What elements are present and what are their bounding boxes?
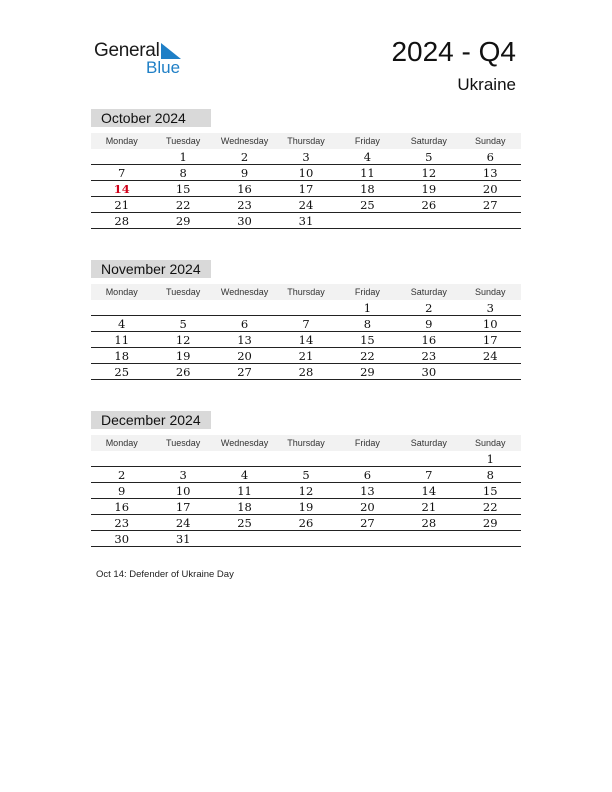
day-cell: 1 (486, 451, 494, 466)
week-row (91, 165, 521, 181)
weekday-label: Sunday (474, 136, 506, 146)
weekday-label: Monday (105, 287, 138, 297)
day-cell: 15 (360, 332, 375, 347)
day-cell: 16 (237, 181, 252, 196)
day-cell: 26 (421, 197, 437, 212)
week-row (91, 467, 521, 483)
weekday-header (91, 284, 521, 300)
weekday-header (91, 133, 521, 149)
week-row (91, 364, 521, 380)
day-cell: 30 (114, 531, 130, 546)
month-label: October 2024 (91, 109, 211, 127)
day-cell: 22 (175, 197, 191, 212)
day-cell: 23 (114, 515, 130, 530)
day-cell: 17 (482, 332, 498, 347)
weekday-label: Monday (105, 438, 138, 448)
day-cell: 13 (482, 165, 498, 180)
day-cell: 20 (482, 181, 498, 196)
day-cell: 29 (482, 515, 498, 530)
day-cell: 24 (298, 197, 314, 212)
day-cell: 11 (237, 483, 252, 498)
day-cell: 4 (363, 149, 372, 164)
day-cell: 24 (482, 348, 498, 363)
day-cell: 29 (360, 364, 375, 379)
week-row (91, 499, 521, 515)
day-cell: 17 (175, 499, 191, 514)
week-row (91, 197, 521, 213)
day-cell: 9 (425, 316, 433, 331)
day-cell: 6 (486, 149, 494, 164)
week-row (91, 316, 521, 332)
page-title: 2024 - Q4 (391, 36, 516, 67)
day-cell: 1 (179, 149, 187, 164)
day-cell: 28 (114, 213, 130, 228)
day-cell: 12 (298, 483, 314, 498)
day-cell: 3 (302, 149, 310, 164)
weekday-label: Wednesday (220, 438, 269, 448)
day-cell: 17 (298, 181, 314, 196)
day-cell: 3 (486, 300, 494, 315)
day-cell: 19 (421, 181, 437, 196)
day-cell: 2 (118, 467, 126, 482)
month-label: December 2024 (91, 411, 211, 429)
weekday-label: Saturday (410, 136, 447, 146)
weekday-label: Thursday (287, 287, 325, 297)
day-cell: 28 (421, 515, 437, 530)
day-cell: 14 (421, 483, 437, 498)
day-cell: 30 (237, 213, 252, 228)
day-cell: 12 (421, 165, 437, 180)
weekday-header (91, 435, 521, 451)
day-cell: 16 (114, 499, 130, 514)
day-cell: 11 (114, 332, 130, 347)
weekday-label: Wednesday (220, 287, 269, 297)
month-december (91, 410, 521, 547)
weekday-label: Tuesday (166, 136, 201, 146)
weekday-label: Saturday (410, 287, 447, 297)
day-cell: 7 (302, 316, 310, 331)
day-cell: 7 (425, 467, 433, 482)
day-cell: 13 (360, 483, 375, 498)
day-cell: 21 (114, 197, 130, 212)
day-cell: 5 (179, 316, 187, 331)
weekday-label: Tuesday (166, 438, 201, 448)
day-cell: 9 (118, 483, 126, 498)
week-row (91, 300, 521, 316)
day-cell: 12 (175, 332, 191, 347)
week-row (91, 149, 521, 165)
week-row (91, 181, 521, 197)
week-row (91, 515, 521, 531)
week-row (91, 332, 521, 348)
week-row (91, 531, 521, 547)
month-label: November 2024 (91, 260, 211, 278)
day-cell: 2 (240, 149, 249, 164)
day-cell: 18 (114, 348, 130, 363)
weekday-label: Saturday (410, 438, 447, 448)
day-cell: 10 (298, 165, 314, 180)
weekday-label: Friday (354, 438, 380, 448)
day-cell: 16 (421, 332, 437, 347)
day-cell: 19 (175, 348, 191, 363)
weekday-label: Tuesday (166, 287, 201, 297)
weekday-label: Friday (354, 136, 380, 146)
day-cell: 14 (298, 332, 314, 347)
weekday-label: Thursday (287, 438, 325, 448)
day-cell: 24 (175, 515, 191, 530)
week-row (91, 483, 521, 499)
day-cell: 6 (363, 467, 372, 482)
week-row (91, 213, 521, 229)
day-cell: 8 (486, 467, 494, 482)
day-cell: 27 (237, 364, 252, 379)
day-cell: 21 (298, 348, 314, 363)
day-cell: 3 (179, 467, 187, 482)
holiday-note: Oct 14: Defender of Ukraine Day (96, 569, 234, 580)
weekday-label: Sunday (474, 287, 506, 297)
day-cell: 23 (237, 197, 252, 212)
day-cell: 4 (118, 316, 126, 331)
day-cell: 27 (360, 515, 375, 530)
generalblue-logo (94, 40, 194, 80)
day-cell: 6 (240, 316, 249, 331)
day-cell: 25 (114, 364, 130, 379)
day-cell: 20 (237, 348, 252, 363)
day-cell: 25 (237, 515, 252, 530)
week-row (91, 348, 521, 364)
month-november (91, 259, 521, 380)
day-cell: 18 (360, 181, 375, 196)
day-cell: 21 (421, 499, 437, 514)
day-cell: 15 (175, 181, 191, 196)
day-cell: 14 (113, 181, 130, 196)
weekday-label: Friday (354, 287, 380, 297)
month-weeks (91, 300, 521, 380)
day-cell: 9 (240, 165, 249, 180)
day-cell: 20 (360, 499, 375, 514)
month-weeks (91, 451, 521, 547)
month-october (91, 108, 521, 229)
day-cell: 5 (302, 467, 310, 482)
day-cell: 30 (421, 364, 437, 379)
day-cell: 1 (363, 300, 372, 315)
weekday-label: Sunday (474, 438, 506, 448)
day-cell: 10 (482, 316, 498, 331)
weekday-label: Thursday (287, 136, 325, 146)
day-cell: 15 (482, 483, 498, 498)
day-cell: 8 (179, 165, 187, 180)
day-cell: 25 (360, 197, 375, 212)
day-cell: 23 (421, 348, 437, 363)
day-cell: 26 (298, 515, 314, 530)
day-cell: 8 (363, 316, 372, 331)
day-cell: 19 (298, 499, 314, 514)
day-cell: 31 (175, 531, 191, 546)
day-cell: 29 (175, 213, 191, 228)
day-cell: 26 (175, 364, 191, 379)
day-cell: 22 (360, 348, 375, 363)
weekday-label: Monday (105, 136, 138, 146)
day-cell: 22 (482, 499, 498, 514)
day-cell: 5 (425, 149, 433, 164)
day-cell: 2 (425, 300, 433, 315)
day-cell: 28 (298, 364, 314, 379)
day-cell: 31 (298, 213, 314, 228)
country-name: Ukraine (457, 75, 516, 94)
logo-word-blue: Blue (146, 58, 181, 77)
logo-word-general: General (94, 40, 160, 61)
weekday-label: Wednesday (220, 136, 269, 146)
day-cell: 18 (237, 499, 252, 514)
month-weeks (91, 149, 521, 229)
week-row (91, 451, 521, 467)
day-cell: 7 (118, 165, 126, 180)
day-cell: 27 (482, 197, 498, 212)
day-cell: 13 (237, 332, 252, 347)
day-cell: 4 (240, 467, 249, 482)
day-cell: 11 (360, 165, 375, 180)
day-cell: 10 (175, 483, 191, 498)
